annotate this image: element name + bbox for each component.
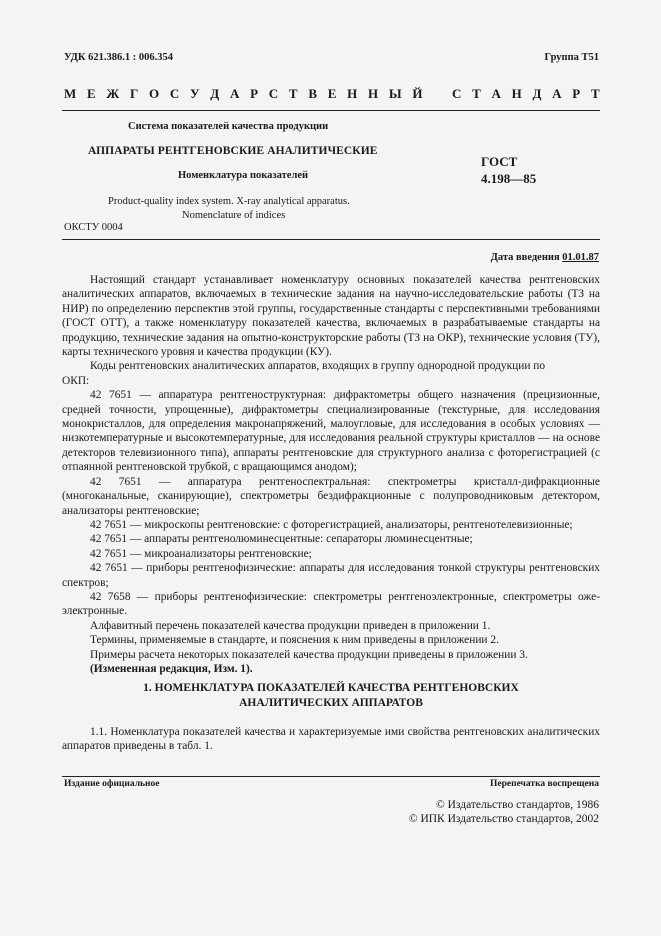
paragraph-codes: Коды рентгеновских аналитических аппаратов, входящих в группу однородной продукции по bbox=[90, 360, 546, 373]
banner-letter: Е bbox=[87, 86, 96, 101]
banner-letter: Е bbox=[327, 86, 337, 101]
copyright-line-2: © ИПК Издательство стандартов, 2002 bbox=[408, 813, 599, 825]
banner-letter: Т bbox=[288, 86, 298, 101]
paragraph-appendix-2: Термины, применяемые в стандарте, и пояснения к ним приведены в приложении 2. bbox=[90, 634, 499, 647]
banner-letter: Т bbox=[472, 86, 481, 101]
middle-divider bbox=[62, 239, 600, 240]
document-title: АППАРАТЫ РЕНТГЕНОВСКИЕ АНАЛИТИЧЕСКИЕ bbox=[88, 145, 378, 157]
banner-letter: А bbox=[491, 86, 501, 101]
banner-letter: С bbox=[451, 86, 462, 101]
gost-designation bbox=[481, 153, 536, 187]
date-introduction bbox=[491, 252, 599, 263]
paragraph-code-item: 42 7651 — аппаратура рентгеноспектральная: спектрометры кристалл-дифракционные (многоканальные, сканирующие), спектрометры бездифракционные с полупроводниковым детектором, анализаторы рентгеновские; bbox=[62, 475, 600, 517]
banner-letter: Д bbox=[210, 86, 220, 101]
standard-banner bbox=[64, 86, 600, 102]
copyright-line-1: © Издательство стандартов, 1986 bbox=[435, 799, 599, 811]
udk-code: УДК 621.386.1 : 006.354 bbox=[64, 52, 173, 63]
banner-letter: Н bbox=[347, 86, 358, 101]
english-title-line1: Product-quality index system. X-ray analytical apparatus. bbox=[108, 196, 350, 207]
paragraph-appendix-1: Алфавитный перечень показателей качества продукции приведен в приложении 1. bbox=[90, 619, 491, 632]
banner-letter: О bbox=[149, 86, 160, 101]
banner-letter: Н bbox=[511, 86, 522, 101]
banner-letter: Й bbox=[412, 86, 423, 101]
english-title-line2: Nomenclature of indices bbox=[182, 210, 286, 221]
banner-letter: Г bbox=[130, 86, 139, 101]
gost-label: ГОСТ bbox=[481, 154, 518, 169]
section-heading bbox=[62, 681, 600, 711]
banner-letter: М bbox=[64, 86, 77, 101]
banner-letter: Д bbox=[532, 86, 542, 101]
banner-letter: С bbox=[169, 86, 180, 101]
banner-letter: У bbox=[190, 86, 200, 101]
banner-letter: Н bbox=[368, 86, 379, 101]
english-title bbox=[108, 195, 350, 223]
okstu-code: ОКСТУ 0004 bbox=[64, 222, 123, 233]
gost-number: 4.198—85 bbox=[481, 171, 537, 186]
section-heading-line1: 1. НОМЕНКЛАТУРА ПОКАЗАТЕЛЕЙ КАЧЕСТВА РЕНТГЕНОВСКИХ bbox=[143, 682, 519, 694]
clause-1-1 bbox=[62, 725, 600, 754]
banner-letter: Ж bbox=[106, 86, 120, 101]
amendment-note: (Измененная редакция, Изм. 1). bbox=[90, 662, 253, 675]
paragraph-intro: Настоящий стандарт устанавливает номенклатуру основных показателей качества рентгеновских аналитических аппаратов, включаемых в технические задания на научно-исследовательские работы (ТЗ на НИР) по определению перспектив этой группы, государственные стандарты с перспективными требованиями (ГОСТ ОТТ), а также номенклатуру показателей качества, включаемых в разрабатываемые стандарты на продукцию, технические задания на опытно-конструкторские работы (ТЗ на ОКР), технические условия (ТУ), карты технического уровня и качества продукции (КУ). bbox=[62, 274, 600, 359]
date-introduction-label: Дата введения bbox=[490, 252, 560, 263]
banner-letter: Ы bbox=[388, 86, 402, 101]
paragraph-code-item: 42 7651 — приборы рентгенофизические: аппараты для исследования тонкой структуры рентгеновских спектров; bbox=[62, 562, 600, 589]
paragraph-code-item: 42 7651 — микроанализаторы рентгеновские; bbox=[90, 547, 312, 560]
banner-letter: А bbox=[229, 86, 240, 101]
section-heading-line2: АНАЛИТИЧЕСКИХ АППАРАТОВ bbox=[239, 697, 423, 709]
banner-gap bbox=[433, 86, 441, 102]
banner-letter: Т bbox=[590, 86, 600, 101]
edition-note: Издание официальное bbox=[64, 779, 160, 789]
bottom-divider bbox=[62, 776, 600, 777]
banner-letter: В bbox=[308, 86, 317, 101]
banner-letter: А bbox=[552, 86, 562, 101]
date-introduction-value: 01.01.87 bbox=[562, 252, 599, 263]
paragraph-code-item: 42 7651 — аппаратура рентгеноструктурная: дифрактометры общего назначения (прецизионные, средней точности, упрощенные), дифрактометры специализированные (текстурные, для исследования монокристаллов, для определения макронапряжений, малоугловые, для исследования в особых условиях — низкотемпературные и высокотемпературные, для исследования реальной структуры кристаллов — на основе детекторов телевизионного типа), аппараты рентгеновские для структурного анализа с фоторегистрацией (с отпаянной рентгеновской трубкой, с вращающимся анодом); bbox=[62, 389, 600, 474]
clause-1-1-text: 1.1. Номенклатура показателей качества и характеризуемые ими свойства рентгеновских аналитических аппаратов приведены в табл. 1. bbox=[62, 726, 600, 753]
paragraph-okp: ОКП: bbox=[62, 374, 90, 387]
group-code: Группа Т51 bbox=[544, 52, 599, 63]
banner-letter: Р bbox=[572, 86, 581, 101]
banner-letter: Р bbox=[250, 86, 259, 101]
paragraph-code-item: 42 7658 — приборы рентгенофизические: спектрометры рентгеноэлектронные, спектрометры оже-электронные. bbox=[62, 590, 600, 618]
paragraph-code-item: 42 7651 — аппараты рентгенолюминесцентные: сепараторы люминесцентные; bbox=[90, 533, 473, 546]
top-divider bbox=[62, 110, 600, 111]
system-title: Система показателей качества продукции bbox=[128, 121, 329, 132]
banner-letter: С bbox=[268, 86, 279, 101]
body-text bbox=[62, 273, 600, 676]
paragraph-appendix-3: Примеры расчета некоторых показателей качества продукции приведены в приложении 3. bbox=[90, 648, 528, 661]
paragraph-code-item: 42 7651 — микроскопы рентгеновские: с фоторегистрацией, анализаторы, рентгенотелевизионные; bbox=[90, 518, 573, 531]
reprint-note: Перепечатка воспрещена bbox=[489, 779, 599, 789]
document-subtitle: Номенклатура показателей bbox=[178, 170, 309, 181]
